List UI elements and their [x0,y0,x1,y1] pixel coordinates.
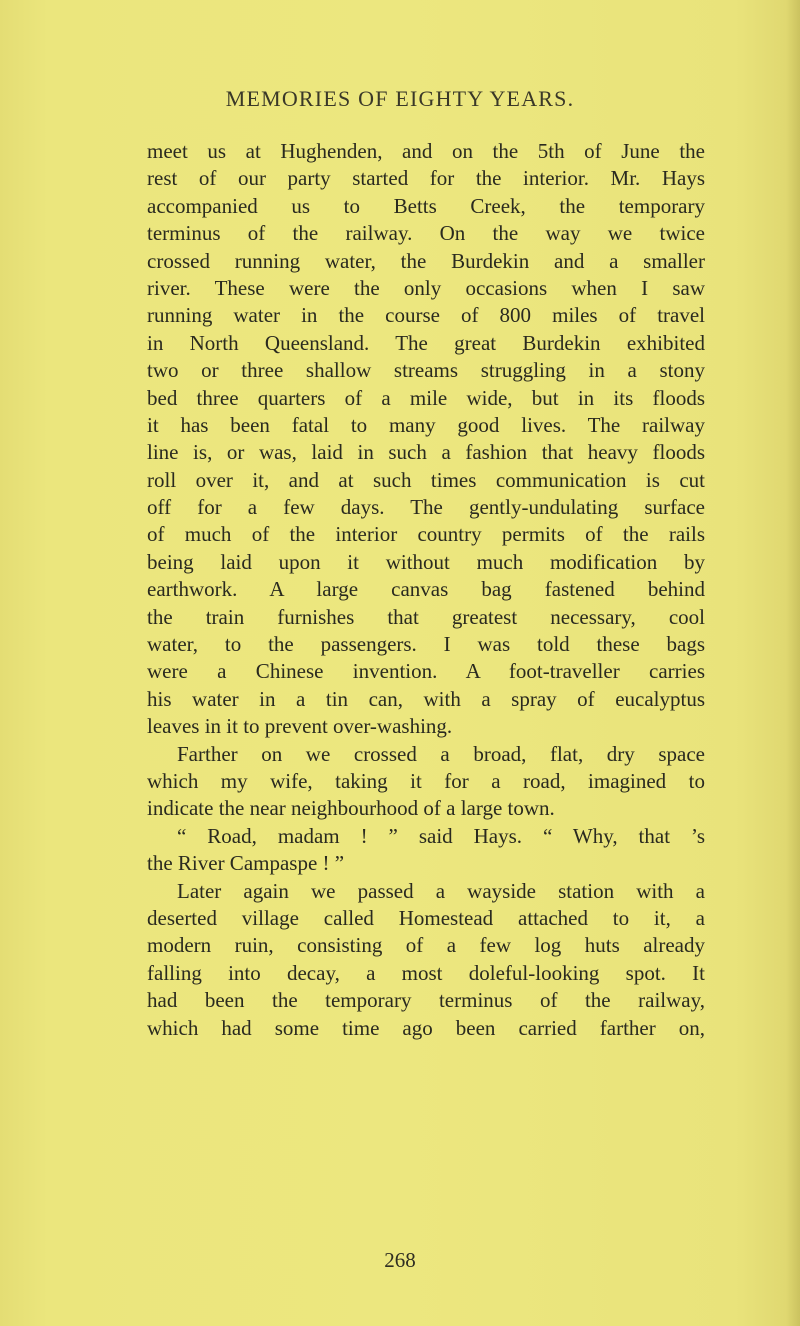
text-line: line is, or was, laid in such a fashion that heavy floods [147,440,705,465]
text-line: off for a few days. The gently-undulating surface [147,495,705,520]
text-line: running water in the course of 800 miles of travel [147,303,705,328]
text-line: two or three shallow streams struggling in a stony [147,358,705,383]
text-line: which my wife, taking it for a road, imagined to [147,768,705,793]
text-line: terminus of the railway. On the way we twice [147,221,705,246]
text-line: crossed running water, the Burdekin and a smaller [147,248,705,273]
text-line: the train furnishes that greatest necessary, cool [147,604,705,629]
text-line: Later again we passed a wayside station with a [177,878,705,903]
text-line: of much of the interior country permits of the rails [147,522,705,547]
text-line: river. These were the only occasions when I saw [147,275,705,300]
text-line: it has been fatal to many good lives. The railway [147,412,705,437]
text-line: falling into decay, a most doleful-looking spot. It [147,960,705,985]
text-line: Farther on we crossed a broad, flat, dry space [177,741,705,766]
text-line: being laid upon it without much modification by [147,549,705,574]
page-edge-shadow [786,0,800,1326]
text-line: “ Road, madam ! ” said Hays. “ Why, that ’s [177,823,705,848]
text-line: had been the temporary terminus of the railway, [147,988,705,1013]
text-line: bed three quarters of a mile wide, but in its floods [147,385,705,410]
text-line: accompanied us to Betts Creek, the temporary [147,193,705,218]
text-line: indicate the near neighbourhood of a large town. [147,796,555,821]
text-line: water, to the passengers. I was told these bags [147,632,705,657]
text-line: which had some time ago been carried farther on, [147,1015,705,1040]
text-line: the River Campaspe ! ” [147,851,345,876]
text-line: in North Queensland. The great Burdekin exhibited [147,330,705,355]
text-line: modern ruin, consisting of a few log huts already [147,933,705,958]
text-line: earthwork. A large canvas bag fastened behind [147,577,705,602]
text-line: deserted village called Homestead attached to it, a [147,905,705,930]
body-text [147,138,705,1042]
text-line: his water in a tin can, with a spray of eucalyptus [147,686,705,711]
text-line: leaves in it to prevent over-washing. [147,714,453,739]
text-line: roll over it, and at such times communication is cut [147,467,705,492]
page-number: 268 [384,1248,416,1272]
text-line: meet us at Hughenden, and on the 5th of June the [147,139,705,163]
running-head: MEMORIES OF EIGHTY YEARS. [225,86,575,111]
text-line: rest of our party started for the interior. Mr. Hays [147,166,705,191]
text-line: were a Chinese invention. A foot-traveller carries [147,659,705,684]
